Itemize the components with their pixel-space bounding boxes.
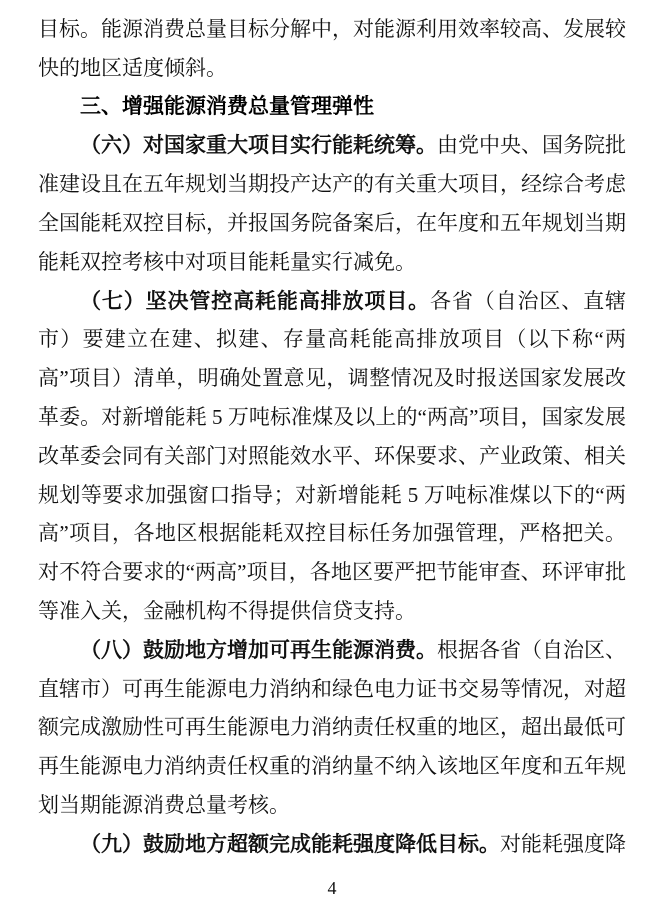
paragraph-7-body: 各省（自治区、直辖市）要建立在建、拟建、存量高耗能高排放项目（以下称“两高”项目）清单，明确处置意见，调整情况及时报送国家发展改革委。对新增能耗 5 万吨标准煤及以上的“两高”项目，国家发展改革委会同有关部门对照能效水平、环保要求、产业政策、相关规划等要求加强窗口指导；对新增能耗 5 万吨标准煤以下的“两高”项目，各地区根据能耗双控目标任务加强管理，严格把关。对不符合要求的“两高”项目，各地区要严把节能审查、环评审批等准入关，金融机构不得提供信贷支持。 <box>38 288 626 623</box>
section-heading: 三、增强能源消费总量管理弹性 <box>80 94 374 118</box>
paragraph-8-body: 根据各省（自治区、直辖市）可再生能源电力消纳和绿色电力证书交易等情况，对超额完成激励性可再生能源电力消纳责任权重的地区，超出最低可再生能源电力消纳责任权重的消纳量不纳入该地区年度和五年规划当期能源消费总量考核。 <box>38 637 626 817</box>
paragraph-6-body: 由党中央、国务院批准建设且在五年规划当期投产达产的有关重大项目，经综合考虑全国能耗双控目标，并报国务院备案后，在年度和五年规划当期能耗双控考核中对项目能耗量实行减免。 <box>38 133 626 274</box>
paragraph-7-lead: （七）坚决管控高耗能高排放项目。 <box>80 288 430 313</box>
continuation-paragraph: 目标。能源消费总量目标分解中，对能源利用效率较高、发展较快的地区适度倾斜。 <box>38 17 626 80</box>
paragraph-8-lead: （八）鼓励地方增加可再生能源消费。 <box>80 637 437 662</box>
paragraph-item-7 <box>38 282 626 631</box>
paragraph-9-lead: （九）鼓励地方超额完成能耗强度降低目标。 <box>80 831 500 856</box>
paragraph-6-lead: （六）对国家重大项目实行能耗统筹。 <box>80 133 437 158</box>
paragraph-item-6 <box>38 126 626 281</box>
paragraph-item-9 <box>38 825 626 864</box>
paragraph-item-8 <box>38 631 626 825</box>
page-number: 4 <box>327 878 337 898</box>
paragraph-9-body: 对能耗强度降 <box>500 831 626 856</box>
